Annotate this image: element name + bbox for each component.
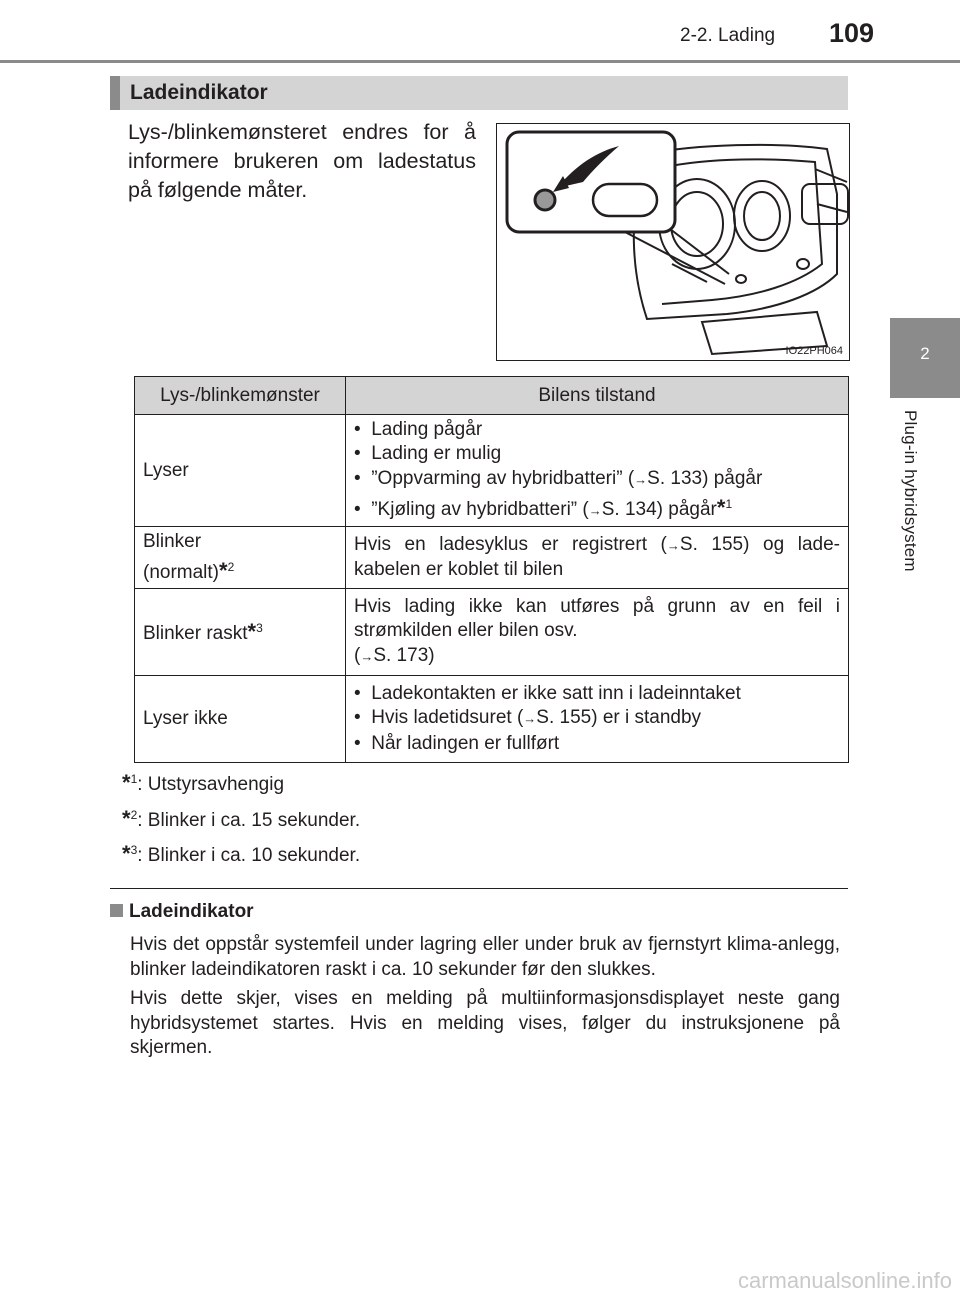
note-paragraph: Hvis det oppstår systemfeil under lagring eller under bruk av fjernstyrt klima-anlegg, blinker ladeindikatoren raskt i ca. 10 sekunder før den slukkes. bbox=[130, 934, 840, 980]
note-heading bbox=[110, 901, 254, 923]
table-row bbox=[135, 415, 849, 527]
pattern-text: (normalt) bbox=[143, 561, 220, 583]
footnote-number: 1 bbox=[130, 772, 138, 786]
page-ref: S. 134) pågår bbox=[601, 499, 717, 520]
arrow-icon: → bbox=[523, 711, 537, 727]
page-ref: S. 133) pågår bbox=[647, 467, 763, 489]
status-cell bbox=[346, 676, 849, 763]
table-row bbox=[135, 589, 849, 676]
note-paragraph: Hvis dette skjer, vises en melding på multiinformasjonsdisplayet neste gang hybridsystemet startes. Hvis en melding vises, følger du instruksjonene på skjermen. bbox=[130, 988, 840, 1058]
status-text: Hvis en ladesyklus er registrert ( bbox=[354, 533, 667, 555]
status-text: Hvis ladetidsuret ( bbox=[371, 707, 524, 729]
pattern-text: Blinker raskt bbox=[143, 623, 248, 644]
status-cell bbox=[346, 589, 849, 676]
page-ref: S. 155) er i standby bbox=[536, 707, 702, 729]
footnote bbox=[122, 841, 360, 867]
status-text: Lading er mulig bbox=[371, 443, 502, 464]
footnote-ref: 2 bbox=[227, 559, 235, 574]
status-text: ”Oppvarming av hybridbatteri” ( bbox=[371, 467, 635, 489]
indicator-table bbox=[134, 376, 849, 763]
footnote-ref: 1 bbox=[725, 497, 733, 511]
bullet: • bbox=[354, 499, 361, 520]
figure-code: IO22PH064 bbox=[785, 345, 843, 357]
bullet: • bbox=[354, 443, 361, 464]
pattern-cell: Lyser bbox=[135, 415, 346, 527]
footnote-text: : Blinker i ca. 10 sekunder. bbox=[137, 845, 361, 866]
footnote-star: * bbox=[716, 495, 726, 520]
footnote-number: 3 bbox=[130, 843, 138, 857]
status-text: Når ladingen er fullført bbox=[371, 732, 560, 754]
footnote-star: * bbox=[219, 557, 228, 583]
chapter-label: Plug-in hybridsystem bbox=[901, 410, 920, 572]
status-cell bbox=[346, 527, 849, 589]
table-header-row bbox=[135, 377, 849, 415]
status-cell bbox=[346, 415, 849, 527]
arrow-icon: → bbox=[588, 503, 602, 518]
table-row bbox=[135, 676, 849, 763]
header-pattern: Lys-/blinkemønster bbox=[135, 377, 346, 415]
arrow-icon: → bbox=[360, 648, 374, 664]
arrow-icon: → bbox=[666, 537, 680, 553]
footnote-text: : Utstyrsavhengig bbox=[137, 774, 285, 795]
charge-port-illustration bbox=[496, 123, 850, 361]
header-status: Bilens tilstand bbox=[346, 377, 849, 415]
footnote-star: * bbox=[122, 770, 131, 795]
status-text: ( bbox=[354, 644, 361, 666]
square-bullet-icon bbox=[110, 904, 123, 917]
chapter-number: 2 bbox=[920, 344, 930, 363]
banner-title: Ladeindikator bbox=[130, 81, 268, 104]
section-banner bbox=[110, 76, 848, 110]
intro-paragraph: Lys-/blinkemønsteret endres for å informere brukeren om ladestatus på følgende måter. bbox=[128, 120, 476, 202]
footnote-ref: 3 bbox=[256, 621, 263, 635]
note-title: Ladeindikator bbox=[129, 901, 254, 922]
table-row bbox=[135, 527, 849, 589]
pattern-cell: Lyser ikke bbox=[135, 676, 346, 763]
banner-accent-bar bbox=[110, 76, 120, 110]
footnote-text: : Blinker i ca. 15 sekunder. bbox=[137, 810, 361, 831]
section-separator bbox=[110, 888, 848, 889]
status-text: ”Kjøling av hybridbatteri” ( bbox=[371, 499, 589, 520]
header-section-title: 2-2. Lading bbox=[680, 25, 776, 46]
status-text: Lading pågår bbox=[371, 418, 483, 440]
bullet: • bbox=[354, 707, 361, 729]
footnote bbox=[122, 806, 360, 832]
page-ref: S. 173) bbox=[373, 644, 435, 666]
charge-port-drawing bbox=[497, 124, 849, 360]
bullet: • bbox=[354, 682, 361, 704]
chapter-tab bbox=[890, 318, 960, 398]
arrow-icon: → bbox=[634, 471, 648, 487]
footnote-star: * bbox=[122, 806, 131, 831]
pattern-text: Blinker bbox=[143, 531, 202, 552]
status-text: S. 155) og lade-kabelen er koblet til bilen bbox=[354, 533, 840, 580]
page-number: 109 bbox=[829, 18, 875, 48]
pattern-cell bbox=[135, 589, 346, 676]
bullet: • bbox=[354, 467, 361, 489]
watermark: carmanualsonline.info bbox=[737, 1268, 952, 1293]
footnote-star: * bbox=[122, 841, 131, 866]
status-text: Ladekontakten er ikke satt inn i ladeinntaket bbox=[371, 682, 741, 704]
pattern-cell bbox=[135, 527, 346, 589]
bullet: • bbox=[354, 732, 361, 754]
header-rule bbox=[0, 60, 960, 63]
bullet: • bbox=[354, 418, 361, 440]
footnote-number: 2 bbox=[130, 808, 138, 822]
footnote bbox=[122, 770, 284, 796]
footnote-star: * bbox=[247, 619, 257, 644]
status-text: Hvis lading ikke kan utføres på grunn av en feil i strømkilden eller bilen osv. bbox=[354, 595, 840, 642]
